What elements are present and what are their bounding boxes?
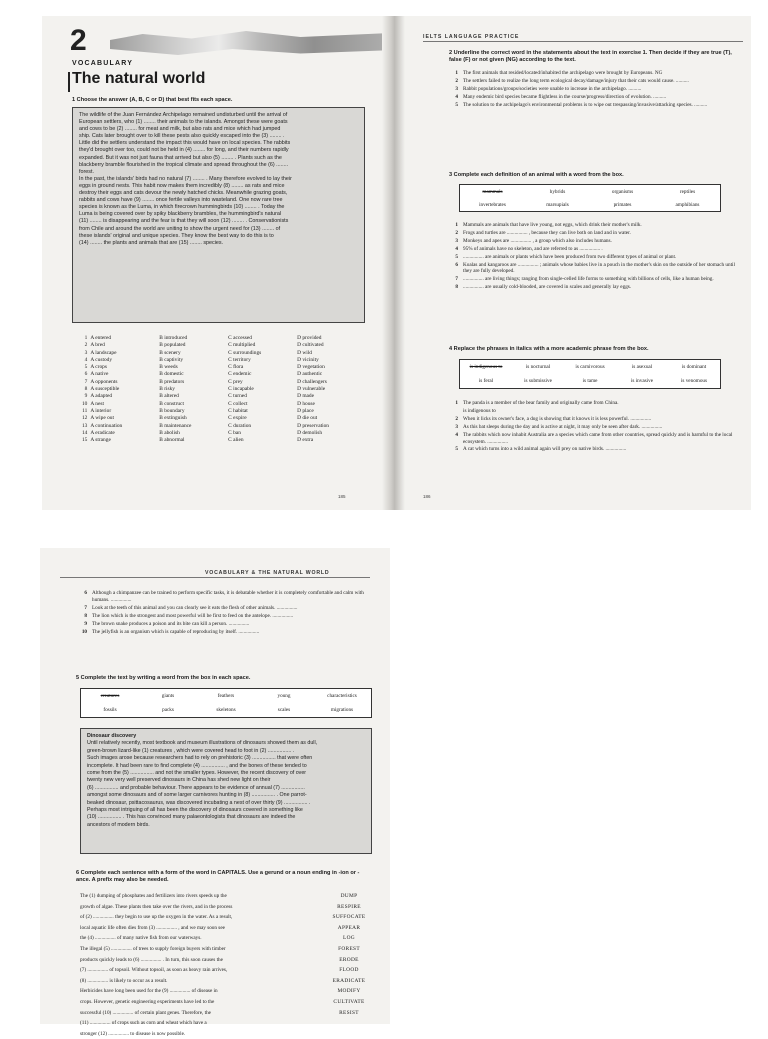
box-word: is submissive: [524, 378, 552, 384]
option-c: C territory: [228, 356, 251, 363]
list-item: [449, 276, 739, 283]
item-text: As this bat sleeps during the day and is active at night, it may only be seen after dark. ................: [463, 423, 663, 430]
section-label: VOCABULARY: [72, 60, 134, 67]
option-d: D challengers: [297, 378, 327, 385]
answer-row: [76, 350, 366, 357]
option-c: C habitat: [228, 407, 248, 414]
page-187: [40, 548, 390, 1037]
box-word: is tame: [582, 378, 598, 384]
list-item: [449, 246, 739, 253]
scan-gap-top: [0, 0, 768, 14]
exercise-4-items: [449, 400, 739, 454]
page-title: The natural world: [72, 70, 206, 87]
box-word: marsupials: [546, 201, 569, 208]
option-c: C prey: [228, 378, 243, 385]
item-number: 6: [455, 261, 458, 268]
page-number: 185: [338, 494, 346, 499]
option-b: B boundary: [159, 407, 185, 414]
passage-line: (6) ................ and probable behaviour. There appears to be evidence of annual (7) ................: [87, 784, 305, 791]
running-header: IELTS LANGUAGE PRACTICE: [423, 34, 520, 40]
capital-word: FLOOD: [339, 967, 359, 974]
question-number: 15: [81, 437, 88, 444]
capital-word: MODIFY: [337, 988, 361, 995]
box-word: packs: [162, 707, 174, 713]
list-item: [449, 262, 739, 276]
option-a: A adapted: [90, 393, 113, 400]
question-number: 4: [84, 356, 88, 363]
item-number: [449, 408, 463, 415]
box-word: is invasive: [630, 378, 654, 384]
list-item: [78, 590, 374, 604]
chapter-number: 2: [70, 24, 87, 57]
item-number: 1: [455, 70, 458, 76]
passage-line: incomplete. It had been rare to find complete (4) ................ , and the bones of these tended to: [87, 762, 307, 769]
item-number: 10: [81, 628, 87, 635]
passage-line: forest.: [79, 168, 94, 175]
exercise-4-items-continued: [78, 590, 374, 636]
list-item: [449, 408, 739, 415]
passage-line: Until relatively recently, most textbook and museum illustrations of dinosaurs showed them as dull,: [87, 740, 318, 747]
answer-row: [76, 342, 366, 349]
option-c: C incapable: [228, 386, 254, 393]
question-number: 8: [84, 386, 88, 393]
option-d: D die out: [297, 415, 318, 422]
item-text: The lion which is the strongest and most powerful will be first to feed on the antelope. ................: [92, 612, 294, 619]
option-d: D cultivated: [297, 342, 324, 349]
capital-word: RESPIRE: [337, 903, 361, 910]
answer-row: [76, 379, 366, 386]
passage-line: ancestors of modern birds.: [87, 821, 150, 828]
option-a: A entered: [90, 335, 112, 341]
answer-row: [76, 393, 366, 400]
question-number: 3: [84, 349, 88, 356]
question-number: 13: [81, 422, 88, 429]
item-text: Monkeys and apes are ................ , a group which also includes humans.: [463, 237, 612, 244]
option-d: D demolish: [297, 429, 323, 436]
exercise-line: (8) ................ is likely to occur as a result.: [80, 977, 168, 984]
item-number: 5: [455, 446, 458, 453]
list-item: [449, 238, 739, 245]
option-d: D authentic: [297, 371, 323, 378]
item-number: 8: [455, 284, 458, 291]
item-number: 3: [455, 85, 458, 92]
exercise-line: successful (10) ................ of certain plant genes. Therefore, the: [80, 1009, 211, 1016]
capital-word: CULTIVATE: [333, 998, 365, 1005]
option-d: D place: [297, 407, 314, 414]
exercise-6-text: [80, 891, 316, 1039]
option-c: C collect: [228, 400, 248, 407]
answer-row: [76, 423, 366, 430]
item-number: 8: [84, 612, 87, 619]
option-b: B risky: [159, 386, 175, 393]
box-word: young: [277, 693, 291, 699]
title-bar: [68, 72, 70, 92]
box-word: creatures: [100, 693, 120, 699]
exercise-line: The (1) dumping of phosphates and fertilizers into rivers speeds up the: [80, 893, 227, 899]
list-item: [449, 94, 739, 101]
question-number: 11: [82, 407, 88, 414]
passage-line: twenty new very well preserved dinosaurs in China has shed new light on their: [87, 777, 271, 784]
exercise-5-word-box: [80, 688, 372, 718]
box-word: is carnivorous: [575, 364, 605, 370]
box-word: migrations: [330, 707, 354, 713]
list-item: [449, 424, 739, 431]
option-d: D house: [297, 400, 315, 407]
option-a: A nest: [90, 400, 104, 407]
answer-row: [76, 357, 366, 364]
box-word: mammals: [482, 188, 503, 195]
list-item: [449, 432, 739, 446]
option-a: A continuation: [90, 422, 123, 429]
item-text: The solution to the archipelago's environmental problems is to wipe out trespassing/invasive/attacking species. ..........: [463, 101, 708, 108]
list-item: [449, 284, 739, 291]
passage-line: In the past, the islands' birds had no natural (7) ........ . Many therefore evolved to lay their: [79, 175, 292, 182]
item-text: The jellyfish is an organism which is capable of reproducing by itself. ................: [92, 628, 260, 635]
passage-line: destroy their eggs and cats devour the newly hatched chicks. Meanwhile grazing goats,: [79, 190, 288, 197]
option-b: B construct: [159, 400, 184, 407]
option-b: B maintenance: [159, 422, 192, 429]
item-text: The settlers failed to realize the long term ecological decay/damage/injury that their cats would cause. ..........: [463, 77, 689, 84]
exercise-line: (7) ................ of topsoil. Without topsoil, as soon as heavy rain arrives,: [80, 967, 228, 974]
option-c: C flora: [228, 364, 244, 371]
box-word: is indigenous to: [469, 364, 503, 370]
option-b: B scenery: [159, 349, 181, 356]
option-a: A wipe out: [90, 415, 114, 422]
list-item: [449, 102, 739, 109]
item-text: Mammals are animals that have live young, not eggs, which drink their mother's milk.: [463, 222, 642, 228]
wildlife-passage: [72, 107, 365, 323]
answer-row: [76, 430, 366, 437]
list-item: [449, 70, 739, 77]
header-rule: [60, 577, 370, 578]
capital-word: ERADICATE: [332, 977, 366, 984]
option-d: D vulnerable: [297, 386, 326, 393]
option-b: B abolish: [159, 429, 180, 436]
question-number: 10: [81, 400, 88, 407]
exercise-line: of (2) ................ they begin to use up the oxygen in the water. As a result,: [80, 914, 233, 921]
box-word: reptiles: [679, 188, 696, 195]
capital-word: ERODE: [339, 956, 359, 963]
item-number: 9: [84, 620, 87, 627]
item-text: Many endemic bird species became flightless in the course/progress/direction of evolution. ..........: [463, 93, 667, 100]
list-item: [449, 230, 739, 237]
option-c: C surroundings: [228, 349, 262, 356]
option-d: D preservation: [297, 422, 329, 429]
passage-line: (10) ................ . This has convinced many palaeontologists that dinosaurs are indeed the: [87, 814, 296, 821]
page-number: 186: [423, 494, 431, 499]
option-b: B captivity: [159, 356, 184, 363]
page-185: [42, 16, 382, 510]
item-number: 4: [455, 431, 458, 438]
option-b: B weeds: [159, 364, 178, 371]
passage-line: expanded. But it was not just fauna that arrived but also (5) ........ . Plants such as the: [79, 154, 282, 161]
list-item: [449, 416, 739, 423]
option-b: B extinguish: [159, 415, 187, 422]
item-number: 2: [455, 415, 458, 422]
answer-row: [76, 371, 366, 378]
exercise-line: the (4) ................ of many native fish from our waterways.: [80, 935, 202, 942]
box-word: fossils: [103, 707, 117, 713]
option-a: A interior: [90, 407, 112, 414]
list-item: [78, 629, 374, 636]
box-word: is feral: [478, 378, 494, 384]
item-text: Rabbit populations/groups/societies were unable to increase in the archipelago. ..........: [463, 85, 642, 92]
box-word: invertebrates: [479, 201, 506, 208]
passage-line: The wildlife of the Juan Fernández Archipelago remained undisturbed until the arrival of: [79, 112, 288, 118]
option-c: C turned: [228, 393, 247, 400]
list-item: [449, 86, 739, 93]
item-text: The panda is a member of the bear family and originally came from China.: [463, 400, 619, 406]
option-c: C endemic: [228, 371, 252, 378]
item-text: The first animals that resided/located/inhabited the archipelago were brought by Europeans. NG: [463, 70, 663, 76]
item-text: Frogs and turtles are ................ , because they can live both on land and in water.: [463, 229, 631, 236]
passage-line: Such images arose because researchers had to rely on prehistoric (3) ................ that were often: [87, 755, 313, 762]
passage-line: species is known as the Luma, in which firecrown hummingbirds (10) ........ . Today the: [79, 204, 285, 211]
box-word: feathers: [217, 693, 235, 699]
question-number: 12: [81, 415, 88, 422]
question-number: 5: [84, 364, 88, 371]
question-number: 9: [84, 393, 88, 400]
passage-line: ship. Cats later brought over to kill these pests also quickly escaped into the (3) ........ .: [79, 133, 285, 140]
item-number: 2: [455, 77, 458, 84]
option-b: B introduced: [159, 335, 188, 341]
box-word: scales: [277, 707, 291, 713]
item-number: 1: [455, 222, 458, 228]
exercise-4-instruction: 4 Replace the phrases in italics with a more academic phrase from the box.: [449, 346, 649, 352]
box-word: amphibians: [675, 201, 700, 208]
passage-line: and cows to be (2) ........ for meat and milk, but also rats and mice which had jumped: [79, 126, 281, 133]
exercise-2-items: [449, 70, 739, 110]
list-item: [449, 400, 739, 407]
item-number: 7: [455, 276, 458, 283]
exercise-6-capitals-column: [318, 891, 380, 1018]
option-b: B domestic: [159, 371, 184, 378]
list-item: [78, 613, 374, 620]
exercise-line: The illegal (5) ................ of trees to supply foreign buyers with timber: [80, 945, 226, 952]
passage-line: European settlers, who (1) ........ their animals to the islands. Amongst these were goats: [79, 119, 288, 126]
item-number: 6: [84, 590, 87, 596]
answer-row: [76, 364, 366, 371]
option-b: B predators: [159, 378, 185, 385]
passage-line: eggs in ground nests. This habit now makes them incredibly (8) ........ as rats and mice: [79, 182, 285, 189]
item-text: The rabbits which now inhabit Australia are a species which came from other countries, spread quickly and is harmful to the local ecosystem. ................: [463, 431, 733, 445]
exercise-6-instruction: 6 Complete each sentence with a form of the word in CAPITALS. Use a gerund or a noun ending in -ion or -ance. A prefix may also be needed.: [76, 870, 360, 883]
item-text: 95% of animals have no skeleton, and are referred to as ................ .: [463, 245, 603, 252]
passage-line: rabbits and cows have (9) ........ once fertile valleys into wasteland. One now rare tree: [79, 197, 283, 204]
question-number: 7: [84, 378, 88, 385]
box-word: is asexual: [631, 364, 653, 370]
list-item: [449, 78, 739, 85]
question-number: 2: [84, 342, 88, 349]
dinosaur-passage: [80, 728, 372, 854]
box-word: hybrids: [549, 188, 566, 195]
capital-word: FOREST: [338, 945, 360, 952]
passage-line: from Chile and around the world are uniting to show the urgent need for (13) ........ of: [79, 225, 281, 232]
exercise-1-instruction: 1 Choose the answer (A, B, C or D) that best fits each space.: [72, 97, 233, 103]
exercise-line: (11) ................ of crops such as corn and wheat which have a: [80, 1020, 207, 1027]
capital-word: APPEAR: [337, 924, 361, 931]
item-text: Koalas and kangaroos are ................ ; animals whose babies live in a pouch in the mother's skin on the outside of her stomach until they are fully developed.: [463, 261, 735, 275]
exercise-line: growth of algae. These plants then take over the rivers, and in the process: [80, 903, 233, 910]
question-number: 14: [81, 429, 88, 436]
capital-word: LOG: [343, 935, 355, 942]
item-text: Although a chimpanzee can be trained to perform specific tasks, it is debatable whether it is completely comfortable and calm with humans. ................: [92, 590, 364, 603]
passage-line: Luma is being covered over by spiky blackberry brambles, the hummingbird's natural: [79, 211, 282, 218]
exercise-3-instruction: 3 Complete each definition of an animal with a word from the box.: [449, 172, 624, 178]
running-header: VOCABULARY & THE NATURAL WORLD: [205, 570, 330, 576]
box-word: primates: [613, 201, 632, 208]
header-rule: [423, 41, 743, 42]
box-word: is dominant: [681, 364, 707, 370]
box-word: organisms: [611, 188, 634, 195]
option-d: D made: [297, 393, 315, 400]
box-word: is nocturnal: [525, 364, 551, 370]
passage-line: Dinosaur discovery: [87, 733, 137, 739]
exercise-line: stronger (12) ................ to disease is now possible.: [80, 1030, 186, 1037]
option-b: B altered: [159, 393, 179, 400]
passage-line: they'd brought over too, could not be held in (4) ........ for long, and their numbers rapidly: [79, 147, 289, 154]
passage-line: (11) ........ is disappearing and the fear is that they will soon (12) ........ . Conservationists: [79, 218, 289, 225]
answer-row: [76, 386, 366, 393]
item-number: 3: [455, 237, 458, 244]
list-item: [78, 605, 374, 612]
page-186: [405, 16, 751, 510]
exercise-3-items: [449, 222, 739, 292]
capital-word: RESIST: [339, 1009, 359, 1016]
option-c: C accessed: [228, 335, 252, 341]
exercise-line: products quickly leads to (6) ................ . In turn, this soon causes the: [80, 956, 223, 963]
item-number: 4: [455, 93, 458, 100]
box-word: characteristics: [327, 693, 357, 699]
passage-line: beaked dinosaur, psittacosaurus, was discovered incubating a nest of over thirty (9) ................ .: [87, 799, 311, 806]
question-number: 6: [84, 371, 88, 378]
option-c: C expire: [228, 415, 247, 422]
answer-row: [76, 408, 366, 415]
option-c: C duration: [228, 422, 252, 429]
option-a: A susceptible: [90, 386, 120, 393]
option-d: D wild: [297, 349, 312, 356]
passage-line: amongst some dinosaurs and of some larger carnivores hunting in (8) ................ . One parrot-: [87, 792, 307, 799]
option-b: B abnormal: [159, 437, 185, 444]
passage-line: blackberry bramble flourished in the tropical climate and spread throughout the (6) ........: [79, 161, 289, 168]
option-d: D vicinity: [297, 356, 319, 363]
option-a: A bred: [90, 342, 105, 349]
box-word: skeletons: [216, 707, 236, 713]
option-a: A custody: [90, 356, 113, 363]
option-c: C multiplied: [228, 342, 256, 349]
item-number: 4: [455, 245, 458, 252]
item-text: ................ are living things; ranging from single-celled life forms to something with billions of cells, like a human being.: [463, 276, 714, 283]
item-text: ................ are animals or plants which have been produced from two different types of animal or plant.: [463, 253, 677, 260]
spine-shadow: [382, 16, 405, 510]
exercise-4-word-box: [459, 359, 721, 389]
exercise-3-word-box: [459, 184, 721, 212]
option-c: C ban: [228, 429, 241, 436]
passage-line: Perhaps most intriguing of all has been the discovery of dinosaurs covered in something like: [87, 807, 303, 814]
answer-row: [76, 437, 366, 444]
passage-line: (14) ........ the plants and animals that are (15) ........ species.: [79, 239, 224, 246]
item-text: ................ are usually cold-blooded, are covered in scales and generally lay eggs.: [463, 284, 632, 291]
option-b: B populated: [159, 342, 186, 349]
exercise-line: crops. However, genetic engineering experiments have led to the: [80, 998, 215, 1005]
box-word: giants: [161, 693, 175, 699]
exercise-line: local aquatic life often dies from (3) ................ , and we may soon see: [80, 924, 225, 931]
answer-row: [76, 415, 366, 422]
option-a: A strange: [90, 437, 111, 444]
item-text: When it licks its owner's face, a dog is showing that it knows it is less powerful. ................: [463, 415, 652, 422]
list-item: [449, 222, 739, 229]
option-a: A native: [90, 371, 109, 378]
passage-line: Little did the settlers understand the impact this would have on local species. The rabbits: [79, 140, 291, 147]
list-item: [449, 254, 739, 261]
item-text: A cat which turns into a wild animal again will prey on native birds. ................: [463, 446, 627, 453]
option-d: D vegetation: [297, 364, 325, 371]
passage-line: green-brown lizard-like (1) creatures , which were covered head to foot in (2) ................ .: [87, 747, 295, 754]
option-d: D extra: [297, 437, 314, 444]
question-number: 1: [84, 335, 88, 341]
item-number: 2: [455, 229, 458, 236]
item-number: 1: [455, 400, 458, 406]
option-d: D provided: [297, 335, 322, 341]
box-word: is venomous: [680, 378, 708, 384]
item-number: 5: [455, 101, 458, 108]
option-a: A opponents: [90, 378, 118, 385]
exercise-2-instruction: 2 Underline the correct word in the statements about the text in exercise 1. Then decide if they are true (T), false (F) or not given (NG) according to the text.: [449, 50, 732, 63]
brush-stroke-decoration: [110, 28, 382, 58]
item-text: is indigenous to: [463, 407, 496, 414]
item-number: 5: [455, 253, 458, 260]
item-text: The brown snake produces a poison and its bite can kill a person. ................: [92, 620, 250, 627]
option-a: A crops: [90, 364, 107, 371]
list-item: [78, 621, 374, 628]
answer-row: [76, 401, 366, 408]
exercise-5-instruction: 5 Complete the text by writing a word from the box in each space.: [76, 675, 251, 681]
item-text: Look at the teeth of this animal and you can clearly see it eats the flesh of other animals. ................: [92, 604, 298, 611]
answer-options-table: [76, 335, 366, 444]
answer-row: [76, 335, 366, 342]
exercise-line: Herbicides have long been used for the (9) ................ of disease in: [80, 988, 218, 995]
item-number: 7: [84, 604, 87, 611]
item-number: 3: [455, 423, 458, 430]
passage-line: these islands' original and unique species. They know the best way to do this is to: [79, 232, 274, 239]
option-a: A eradicate: [90, 429, 115, 436]
capital-word: DUMP: [340, 893, 358, 899]
list-item: [449, 446, 739, 453]
passage-line: come from the (5) ................ and not the smaller types. However, the recent discovery of over: [87, 770, 307, 777]
option-a: A landscape: [90, 349, 117, 356]
option-c: C alien: [228, 437, 244, 444]
capital-word: SUFFOCATE: [332, 914, 366, 921]
